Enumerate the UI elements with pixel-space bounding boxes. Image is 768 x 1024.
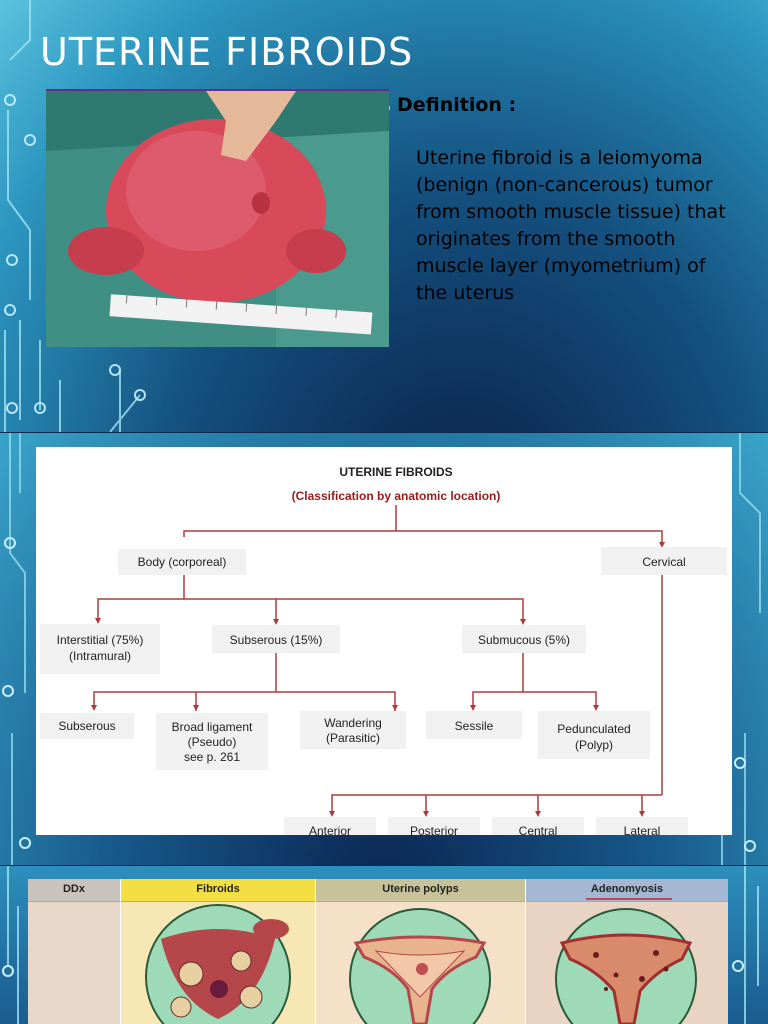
slide-classification [0,433,768,865]
node-anterior: Anterior [308,824,352,835]
chart-title: UTERINE FIBROIDS [339,465,453,479]
node-submucous: Submucous (5%) [477,633,571,647]
ddx-column-fibroids [121,879,315,1024]
ddx-header-adenomyosis: Adenomyosis [526,879,728,902]
adenomyosis-illustration [526,879,728,1024]
node-see-page: see p. 261 [183,750,241,764]
node-sessile: Sessile [454,719,494,733]
chart-subtitle: (Classification by anatomic location) [291,489,501,503]
node-intramural: (Intramural) [68,649,132,663]
ddx-column-polyps [316,879,525,1024]
ddx-header: DDx [28,879,120,902]
node-lateral: Lateral [623,824,661,835]
node-posterior: Posterior [409,824,459,835]
node-polyp: (Polyp) [574,738,614,752]
node-wandering: Wandering [324,716,382,730]
node-parasitic: (Parasitic) [325,731,381,745]
slide-differential-diagnosis [0,866,768,1024]
definition-heading: Definition : [397,94,517,116]
node-body: Body (corporeal) [137,555,227,569]
node-broad-ligament: Broad ligament [171,720,253,734]
classification-chart [36,447,732,835]
polyps-illustration [316,879,525,1024]
slide-title: UTERINE FIBROIDS [40,30,414,74]
slide-definition [0,0,768,432]
ddx-header-polyps: Uterine polyps [316,879,525,902]
node-pedunculated: Pedunculated [557,722,631,736]
node-central: Central [518,824,558,835]
node-pseudo: (Pseudo) [187,735,237,749]
fibroid-specimen-photo [46,89,389,347]
node-interstitial: Interstitial (75%) [56,633,144,647]
ddx-column-label [28,879,120,1024]
node-cervical: Cervical [642,555,686,569]
node-subserous: Subserous [58,719,116,733]
fibroids-illustration [121,879,315,1024]
ddx-column-adenomyosis [526,879,728,1024]
node-subserous-main: Subserous (15%) [229,633,323,647]
ddx-table [28,879,728,1024]
definition-text: Uterine fibroid is a leiomyoma (benign (non-cancerous) tumor from smooth muscle tissue) that originates from the smooth muscle layer (myometrium) of the uterus [416,147,726,304]
ddx-header-fibroids: Fibroids [121,879,315,902]
